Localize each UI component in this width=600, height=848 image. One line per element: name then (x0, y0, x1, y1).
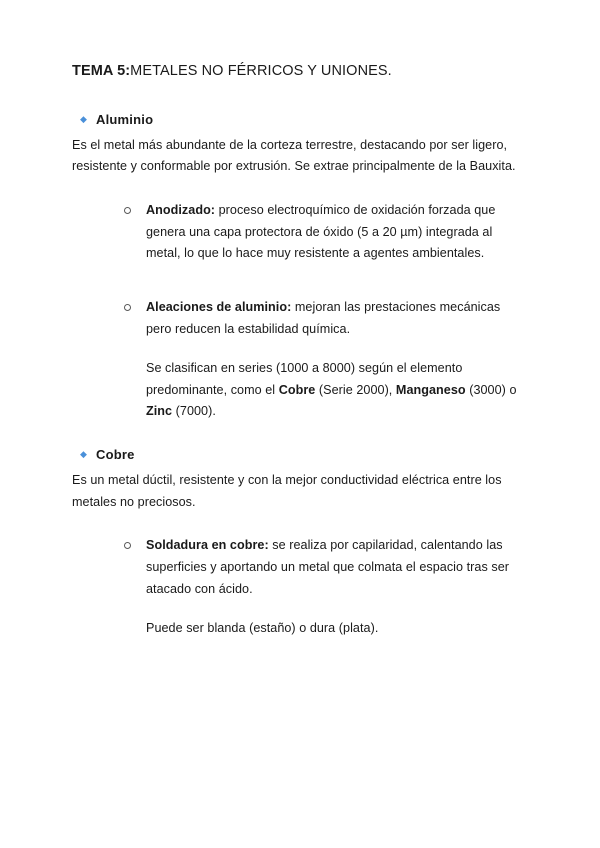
extra-bold-1: Cobre (278, 382, 316, 397)
extra-part-2: (Serie 2000), (315, 382, 396, 397)
extra-part-1: Se clasifican en series (1000 a 8000) según el elemento predominante, como el (146, 361, 463, 397)
list-item-content (146, 535, 528, 600)
list-item-lead: Soldadura en cobre: (146, 538, 269, 553)
section-extra-paragraph-cobre (72, 618, 528, 640)
section-heading-label: Aluminio (96, 111, 154, 127)
page-title (72, 62, 528, 82)
section-heading-aluminio (72, 112, 528, 127)
extra-part-4: (7000). (172, 404, 216, 419)
extra-part-3: (3000) o (465, 382, 517, 397)
circle-bullet-icon (124, 200, 146, 216)
page-title-prefix: TEMA 5: (72, 63, 131, 79)
list-item (72, 535, 528, 600)
section-heading-cobre (72, 447, 528, 462)
list-item (72, 297, 528, 340)
list-item-text: mejoran las prestaciones mecánicas pero reducen la estabilidad química. (146, 299, 501, 336)
list-item-text: se realiza por capilaridad, calentando las superficies y aportando un metal que colmata el espacio tras ser atacado con ácido. (146, 538, 510, 596)
extra-bold-3: Zinc (146, 404, 173, 419)
diamond-bullet-icon: ◆ (80, 113, 87, 124)
list-item-content (146, 200, 528, 265)
extra-part-1: Puede ser blanda (estaño) o dura (plata). (146, 621, 379, 636)
circle-bullet-icon (124, 297, 146, 313)
section-intro-aluminio: Es el metal más abundante de la corteza terrestre, destacando por ser ligero, resistente y conformable por extrusión. Se extrae principalmente de la Bauxita. (72, 137, 516, 174)
diamond-bullet-icon: ◆ (80, 449, 87, 460)
section-extra-paragraph-aluminio (72, 358, 528, 423)
section-intro-cobre: Es un metal dúctil, resistente y con la mejor conductividad eléctrica entre los metales no preciosos. (72, 473, 502, 509)
list-item-lead: Aleaciones de aluminio: (146, 299, 292, 314)
list-item-content (146, 297, 528, 340)
list-item-lead: Anodizado: (146, 202, 216, 217)
page-title-rest: METALES NO FÉRRICOS Y UNIONES. (130, 63, 392, 79)
section-heading-label: Cobre (96, 447, 135, 463)
circle-bullet-icon (124, 535, 146, 551)
list-item-text: proceso electroquímico de oxidación forzada que genera una capa protectora de óxido (5 a 20 µm) integrada al metal, lo que lo hace muy resistente a agentes ambientales. (146, 202, 496, 261)
extra-bold-2: Manganeso (395, 382, 466, 397)
list-item (72, 200, 528, 265)
